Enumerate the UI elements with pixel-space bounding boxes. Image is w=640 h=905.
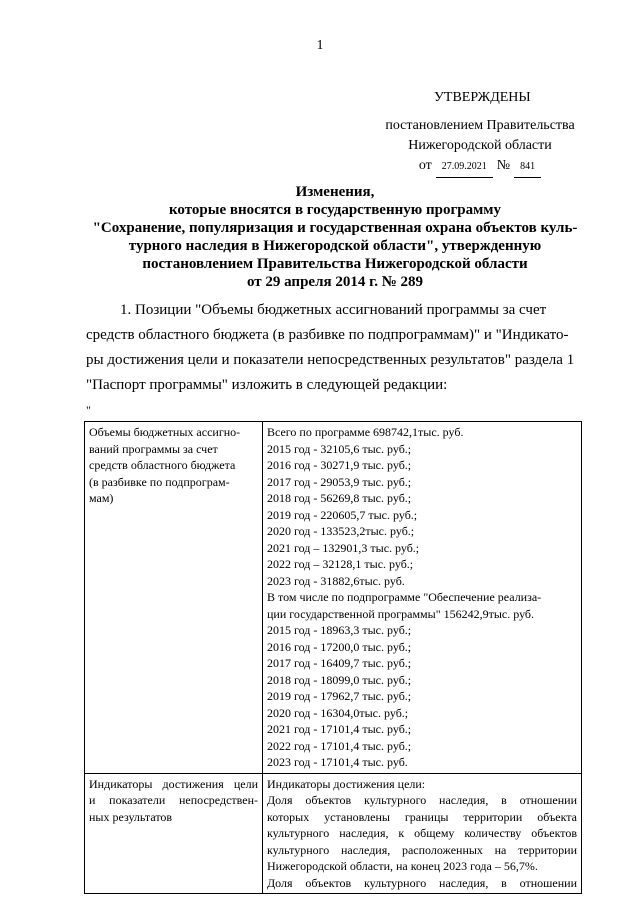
cell-line: культурного наследия, расположенных на территории bbox=[267, 842, 577, 857]
intro-line: "Паспорт программы" изложить в следующей редакции: bbox=[86, 377, 448, 393]
cell-line: 2022 год - 17101,4 тыс. руб.; bbox=[267, 738, 412, 753]
cell-line: 2017 год - 29053,9 тыс. руб.; bbox=[267, 474, 412, 489]
cell-line: 2016 год - 17200,0 тыс. руб.; bbox=[267, 639, 412, 654]
approval-number-sign: № bbox=[496, 158, 511, 173]
table-row-indicators bbox=[85, 773, 582, 894]
heading-line: "Сохранение, популяризация и государственная охрана объектов куль- bbox=[92, 220, 578, 236]
approval-number: 841 bbox=[514, 157, 541, 178]
cell-line: 2017 год - 16409,7 тыс. руб.; bbox=[267, 656, 412, 670]
cell-line: 2018 год - 56269,8 тыс. руб.; bbox=[267, 491, 412, 505]
heading-line: Изменения, bbox=[295, 184, 375, 200]
intro-paragraph bbox=[86, 298, 578, 398]
heading-line: которые вносятся в государственную программу bbox=[168, 202, 502, 218]
cell-line: В том числе по подпрограмме "Обеспечение реализа- bbox=[267, 590, 542, 604]
indicators-label-cell bbox=[85, 773, 263, 894]
intro-line: 1. Позиции "Объемы бюджетных ассигнований программы за счет bbox=[120, 302, 547, 318]
approval-date-prefix: от bbox=[418, 158, 432, 173]
page-number: 1 bbox=[316, 38, 324, 53]
cell-line: 2021 год - 17101,4 тыс. руб.; bbox=[267, 722, 412, 736]
approval-title: УТВЕРЖДЕНЫ bbox=[434, 90, 531, 105]
cell-line: 2016 год - 30271,9 тыс. руб.; bbox=[267, 458, 412, 472]
cell-line: Нижегородской области, на конец 2023 года – 56,7%. bbox=[267, 859, 538, 873]
cell-line: Доля объектов культурного наследия, в отношении bbox=[267, 875, 577, 890]
budget-label-cell bbox=[85, 422, 263, 774]
indicators-values-cell bbox=[263, 773, 582, 894]
intro-line: средств областного бюджета (в разбивке по подпрограммам)" и "Индикато- bbox=[86, 327, 569, 343]
intro-line: ры достижения цели и показатели непосредственных результатов" раздела 1 bbox=[86, 352, 575, 368]
cell-line: ных результатов bbox=[89, 809, 173, 824]
cell-line: Доля объектов культурного наследия, в отношении bbox=[267, 793, 577, 807]
cell-line: 2019 год - 220605,7 тыс. руб.; bbox=[267, 507, 418, 522]
cell-line: и показатели непосредствен- bbox=[89, 793, 258, 807]
approval-block bbox=[370, 88, 590, 178]
cell-line: 2020 год - 16304,0тыс. руб.; bbox=[267, 705, 409, 720]
heading-line: от 29 апреля 2014 г. № 289 bbox=[246, 274, 424, 290]
cell-line: (в разбивке по подпрограм- bbox=[89, 474, 230, 489]
cell-line: Индикаторы достижения цели bbox=[89, 776, 258, 791]
approval-date: 27.09.2021 bbox=[436, 157, 493, 178]
cell-line: 2018 год - 18099,0 тыс. руб.; bbox=[267, 672, 412, 687]
cell-line: 2023 год - 31882,6тыс. руб. bbox=[267, 573, 405, 588]
cell-line: 2015 год - 18963,3 тыс. руб.; bbox=[267, 623, 412, 637]
cell-line: которых установлены границы территории объекта bbox=[267, 809, 577, 824]
cell-line: 2023 год - 17101,4 тыс. руб. bbox=[267, 755, 408, 769]
cell-line: Индикаторы достижения цели: bbox=[267, 776, 426, 791]
approval-line-2: Нижегородской области bbox=[408, 138, 552, 153]
cell-line: 2020 год - 133523,2тыс. руб.; bbox=[267, 524, 415, 538]
heading-line: постановлением Правительства Нижегородской области bbox=[142, 256, 528, 272]
cell-line: 2015 год - 32105,6 тыс. руб.; bbox=[267, 441, 412, 456]
cell-line: Всего по программе 698742,1тыс. руб. bbox=[267, 425, 464, 439]
table-row-budget bbox=[85, 422, 582, 774]
cell-line: мам) bbox=[89, 491, 114, 505]
heading-line: турного наследия в Нижегородской области", утвержденную bbox=[128, 238, 542, 254]
cell-line: ции государственной программы" 156242,9тыс. руб. bbox=[267, 606, 535, 621]
cell-line: 2021 год – 132901,3 тыс. руб.; bbox=[267, 540, 420, 555]
cell-line: Объемы бюджетных ассигно- bbox=[89, 425, 241, 439]
approval-line-1: постановлением Правительства bbox=[385, 118, 575, 133]
cell-line: культурного наследия, к общему количеству объектов bbox=[267, 826, 577, 840]
cell-line: ваний программы за счет bbox=[89, 441, 218, 456]
opening-quote-mark: " bbox=[86, 403, 91, 417]
approval-date-line bbox=[370, 156, 590, 178]
cell-line: 2019 год - 17962,7 тыс. руб.; bbox=[267, 689, 412, 703]
budget-values-cell bbox=[263, 422, 582, 774]
document-heading bbox=[70, 183, 600, 291]
cell-line: 2022 год – 32128,1 тыс. руб.; bbox=[267, 557, 414, 571]
cell-line: средств областного бюджета bbox=[89, 458, 236, 472]
passport-table bbox=[84, 421, 582, 894]
